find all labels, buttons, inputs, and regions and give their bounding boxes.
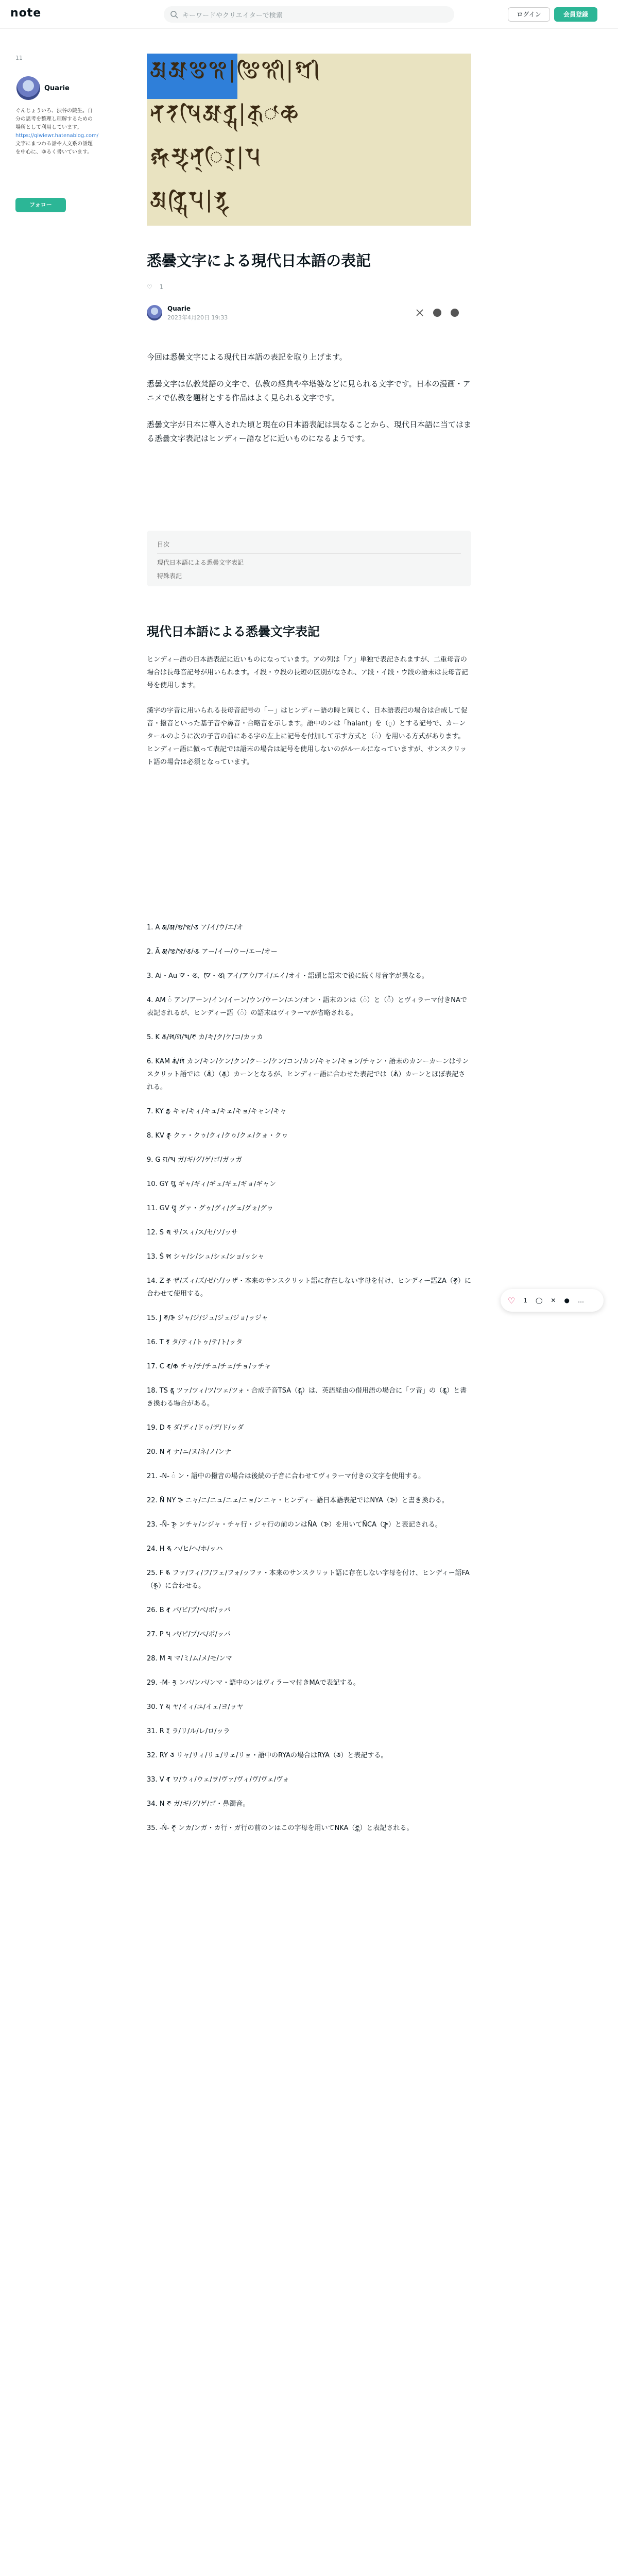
section-intro (147, 653, 471, 781)
comment-count: 11 (15, 55, 23, 61)
floating-action-bar (501, 1289, 604, 1312)
share-more-icon[interactable]: … (577, 1297, 584, 1304)
creator-bio-link[interactable]: https://qiwiewr.hatenablog.com/ (15, 133, 99, 139)
share-facebook-icon[interactable]: ● (564, 1297, 570, 1304)
list-item: 25. F 𑖣 ファ/フィ/フ/フェ/フォ/ッファ・本来のサンスクリット語に存在しない字母を付け、ヒンディー語FA（𑖣𑖿）に合わせる。 (147, 1569, 470, 1590)
like-count: 1 (523, 1297, 527, 1304)
share-more-icon[interactable] (450, 308, 459, 317)
author-avatar[interactable] (147, 305, 162, 320)
list-item: 34. N 𑖒 ガ/ギ/グ/ゲ/ゴ・鼻濁音。 (147, 1800, 250, 1808)
list-item: 10. GY 𑖐𑖿𑖧 ギャ/ギィ/ギュ/ギェ/ギョ/ギャン (147, 1180, 277, 1188)
list-item: 31. R 𑖨 ラ/リ/ル/レ/ロ/ッラ (147, 1727, 230, 1735)
share-icons (415, 308, 459, 317)
like-icon[interactable]: ♡ (508, 1295, 516, 1306)
list-item: 14. Z 𑖕𑖿𑖨 ザ/ズィ/ズ/ゼ/ゾ/ッザ・本来のサンスクリット語に存在しない字母を付け、ヒンディー語ZA（𑖕𑖿）に合わせて使用する。 (147, 1277, 471, 1298)
search-input[interactable] (164, 6, 454, 23)
list-item: 12. S 𑖭 サ/スィ/ス/セ/ソ/ッサ (147, 1229, 238, 1236)
list-item: 28. M 𑖦 マ/ミ/ム/メ/モ/ンマ (147, 1655, 232, 1663)
toc-divider (157, 553, 461, 554)
list-item: 6. KAM 𑖎𑖽/𑖏𑖽 カン/キン/ケン/クン/クーン/ケン/コン/カン/キャン/キョン/チャン・語末のカンーカーンはサンスクリット語では（𑖎𑖽）（𑖎𑖿）カーンとなるが、ヒンディー語に合わせた表記では（𑖎𑖽）カーンとほぼ表記される。 (147, 1058, 469, 1091)
hero-text-line: 𑖀𑖪𑖿𑖭𑖰𑖢|𑖥𑖿𑖟 (150, 187, 230, 213)
hero-text-line: 𑖀𑖁𑖂𑖃|𑖂𑖰𑖃𑖱|𑖫𑖿𑖨𑖱 (150, 57, 321, 83)
list-item: 21. -N- 𑖽 ン・語中の撥音の場合は後続の子音に合わせてヴィラーマ付きの文字を使用する。 (147, 1472, 425, 1480)
list-item: 15. J 𑖕/𑖖 ジャ/ジ/ジュ/ジェ/ジョ/ッジャ (147, 1314, 268, 1322)
article-date: 2023年4月20日 19:33 (167, 314, 228, 321)
hero-text-line: 𑖡𑖝𑖬𑖰𑖁𑖪𑖿𑖭|𑖎𑖿𑖯𑖔 (150, 100, 300, 126)
like-count: 1 (159, 283, 164, 291)
creator-name[interactable]: Quarie (44, 84, 70, 92)
like-icon[interactable]: ♡ (147, 283, 152, 291)
list-item: 35. -Ṅ- 𑖒𑖿 ンカ/ンガ・カ行・ガ行の前のンはこの字母を用いてNKA（𑖒𑖿𑖎）と表記される。 (147, 1824, 414, 1832)
list-item: 23. -Ñ- 𑖗𑖿 ンチャ/ンジャ・チャ行・ジャ行の前のンはÑA（𑖗）を用いてÑCA（𑖗𑖿𑖓）と表記される。 (147, 1521, 442, 1529)
hero-text-line: 𑖨𑖿𑖫𑖯𑖦𑖿𑖟𑖯𑖡𑖿𑖰𑖨𑖿|𑖢 (150, 143, 262, 170)
share-facebook-icon[interactable] (433, 308, 442, 317)
list-item: 30. Y 𑖧 ヤ/イィ/ユ/イェ/ヨ/ッヤ (147, 1703, 244, 1711)
creator-bio: ぐんじょういろ、渋谷の院生。自分の思考を整理し理解するための場所として利用しています。 https://qiwiewr.hatenablog.com/ 文字にまつわる話や人文系の話題を中心に、ゆるく書いています。 (15, 108, 99, 155)
login-button[interactable]: ログイン (508, 7, 550, 22)
list-item: 17. C 𑖓/𑖔 チャ/チ/チュ/チェ/チョ/ッチャ (147, 1363, 271, 1370)
header-image (147, 54, 471, 226)
comment-icon[interactable]: ◯ (535, 1297, 543, 1304)
share-x-icon[interactable]: ✕ (551, 1297, 556, 1304)
section-heading: 現代日本語による悉曇文字表記 (147, 624, 320, 639)
character-list (147, 921, 471, 1846)
article-intro (147, 350, 471, 459)
toc-item[interactable]: 現代日本語による悉曇文字表記 (157, 559, 244, 566)
search-icon (170, 10, 178, 19)
paragraph: 今回は悉曇文字による現代日本語の表記を取り上げます。 (147, 352, 347, 362)
article-title: 悉曇文字による現代日本語の表記 (147, 252, 371, 269)
list-item: 20. N 𑖡 ナ/ニ/ヌ/ネ/ノ/ンナ (147, 1448, 232, 1456)
list-item: 8. KV 𑖎𑖿𑖪 クァ・クゥ/クィ/クゥ/クェ/クォ・クヮ (147, 1132, 288, 1140)
toc-item[interactable]: 特殊表記 (157, 572, 182, 580)
table-of-contents (147, 531, 471, 586)
paragraph: 悉曇文字が日本に導入された頃と現在の日本語表記は異なることから、現代日本語に当てはまる悉曇文字表記はヒンディー語などに近いものになるようです。 (147, 420, 472, 443)
toc-label[interactable]: 目次 (157, 541, 170, 548)
list-item: 16. T 𑖝 タ/ティ/トゥ/テ/ト/ッタ (147, 1338, 243, 1346)
creator-avatar[interactable] (16, 76, 40, 100)
list-item: 9. G 𑖐/𑖑 ガ/ギ/グ/ゲ/ゴ/ガッガ (147, 1156, 243, 1164)
article-like-bar (147, 283, 163, 291)
list-item: 3. Ai・Au 𑖊・𑖌、𑖊𑖰・𑖌𑖱 アイ/アウ/アイ/エイ/オイ・語頭と語末で後に続く母音字が異なる。 (147, 972, 428, 980)
list-item: 2. Ā 𑖁/𑖂/𑖃/𑖄/𑖅 アー/イー/ウー/エー/オー (147, 948, 278, 956)
list-item: 27. P 𑖢 パ/ピ/プ/ペ/ポ/ッパ (147, 1631, 231, 1638)
paragraph: 漢字の字音に用いられる長母音記号の「ー」はヒンディー語の時と同じく、日本語表記の場合は合成して促音・撥音といった基子音や鼻音・合略音を示します。語中のンは「halant」を（𑖿）とする記号で、カーンタールのように次の子音の前にある字の左上に記号を付加して示す方式と（𑖽）を用いる方式があります。ヒンディー語に倣って表記では語末の場合は記号を使用しないのがルールになっていますが、サンスクリット語の場合は必須となっています。 (147, 707, 468, 766)
note-logo[interactable]: note (10, 7, 42, 20)
paragraph: ヒンディー語の日本語表記に近いものになっています。アの列は「ア」単独で表記されますが、二重母音の場合は長母音記号が用いられます。イ段・ウ段の長短の区別がなされ、ア段・イ段・ウ段の語末は長母音記号を使用します。 (147, 656, 468, 689)
list-item: 22. Ñ NY 𑖗 ニャ/ニ/ニュ/ニェ/ニョ/ンニャ・ヒンディー語日本語表記ではNYA（𑖗）と書き換わる。 (147, 1497, 449, 1504)
list-item: 32. RY 𑖨𑖿𑖧 リャ/リィ/リュ/リェ/リョ・語中のRYAの場合はRYA（𑖨𑖿𑖧）と表記する。 (147, 1752, 388, 1759)
share-x-icon[interactable] (415, 308, 424, 317)
list-item: 11. GV 𑖐𑖿𑖪 グァ・グゥ/グィ/グェ/グォ/グヮ (147, 1205, 274, 1212)
list-item: 1. A 𑖀/𑖁/𑖂/𑖃/𑖄 ア/イ/ウ/エ/オ (147, 924, 244, 931)
signup-button[interactable]: 会員登録 (554, 7, 597, 22)
author-name[interactable]: Quarie (167, 305, 191, 312)
follow-button[interactable]: フォロー (15, 198, 66, 212)
list-item: 33. V 𑖪 ワ/ウィ/ウェ/ヲ/ヴァ/ヴィ/ヴ/ヴェ/ヴォ (147, 1776, 289, 1784)
list-item: 4. AM 𑖽 アン/アーン/イン/イーン/ウン/ウーン/エン/オン・語末のンは（𑖽）と（𑖼）とヴィラーマ付きNAで表記されるが、ヒンディー語（𑖽）の語末はヴィラーマが省略される。 (147, 996, 467, 1017)
list-item: 29. -M- 𑖦𑖿 ンバ/ンパ/ンマ・語中のンはヴィラーマ付きMAで表記する。 (147, 1679, 360, 1687)
list-item: 24. H 𑖮 ハ/ヒ/ヘ/ホ/ッハ (147, 1545, 223, 1553)
list-item: 5. K 𑖎/𑖏/𑖐/𑖑/𑖒 カ/キ/ク/ケ/コ/カッカ (147, 1033, 264, 1041)
list-item: 26. B 𑖤 バ/ビ/ブ/ベ/ボ/ッバ (147, 1606, 231, 1614)
list-item: 13. Ś 𑖫 シャ/シ/シュ/シェ/ショ/ッシャ (147, 1253, 265, 1261)
search-placeholder: キーワードやクリエイターで検索 (182, 11, 283, 20)
list-item: 7. KY 𑖎𑖿𑖧 キャ/キィ/キュ/キェ/キョ/キャン/キャ (147, 1108, 287, 1115)
paragraph: 悉曇文字は仏教梵語の文字で、仏教の経典や卒塔婆などに見られる文字です。日本の漫画・アニメで仏教を題材とする作品はよく見られる文字です。 (147, 379, 471, 402)
list-item: 18. TS 𑖝𑖿𑖭 ツァ/ツィ/ツ/ツェ/ツォ・合成子音TSA（𑖝𑖿𑖭）は、英語経由の借用語の場合に「ツ音」の（𑖝𑖿𑖭）と書き換わる場合がある。 (147, 1387, 467, 1408)
top-navigation-bar (0, 0, 618, 29)
list-item: 19. D 𑖟 ダ/ディ/ドゥ/デ/ド/ッダ (147, 1424, 244, 1432)
